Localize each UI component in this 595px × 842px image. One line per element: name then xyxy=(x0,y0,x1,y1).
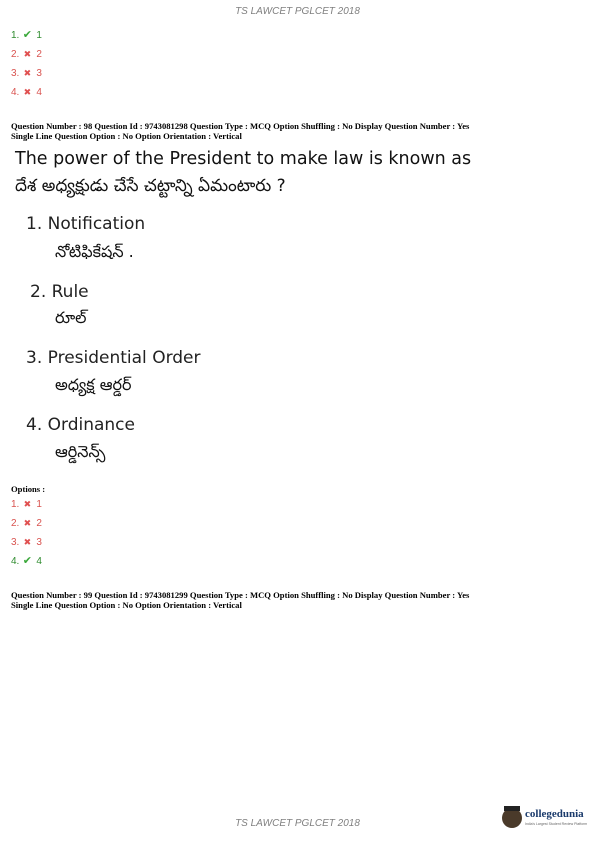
meta-line-2: Single Line Question Option : No Option Orientation : Vertical xyxy=(11,130,242,141)
option-number: 4. xyxy=(11,87,20,98)
meta-line-1: Question Number : 98 Question Id : 9743081298 Question Type : MCQ Option Shuffling : No Display Question Number : Yes xyxy=(11,121,470,131)
option-number: 2. xyxy=(11,518,20,529)
question-text-telugu: దేశ అధ్యక్షుడు చేసే చట్టాన్ని ఏమంటారు ? xyxy=(15,176,286,196)
prev-option-4 xyxy=(11,83,42,102)
option-number: 2. xyxy=(11,49,20,60)
choice-2-english: 2. Rule xyxy=(30,282,89,302)
option-number: 3. xyxy=(11,68,20,79)
choice-2-telugu: రూల్ xyxy=(55,308,87,327)
cross-icon: ✖ xyxy=(23,68,32,78)
option-value: 1 xyxy=(36,499,42,510)
question-98-meta xyxy=(11,122,571,141)
option-3 xyxy=(11,533,42,552)
option-value: 2 xyxy=(36,49,42,60)
choice-3-english: 3. Presidential Order xyxy=(26,348,201,368)
cross-icon: ✖ xyxy=(23,518,32,528)
option-4 xyxy=(11,552,42,571)
choice-3-telugu: అధ్యక్ష ఆర్డర్ xyxy=(55,375,132,394)
logo-name: collegedunia xyxy=(525,808,584,820)
logo-tagline: India's Largest Student Review Platform xyxy=(525,822,588,826)
cross-icon: ✖ xyxy=(23,49,32,59)
option-number: 4. xyxy=(11,556,20,567)
meta-line-2: Single Line Question Option : No Option Orientation : Vertical xyxy=(11,599,242,610)
option-1 xyxy=(11,495,42,514)
prev-option-3 xyxy=(11,64,42,83)
check-icon: ✔ xyxy=(22,29,32,41)
option-number: 1. xyxy=(11,30,20,41)
options-label: Options : xyxy=(11,484,46,494)
graduation-cap-icon xyxy=(504,806,520,811)
choice-1-telugu: నోటిఫికేషన్ . xyxy=(55,242,134,261)
page-footer: TS LAWCET PGLCET 2018 xyxy=(235,818,360,829)
question-99-meta xyxy=(11,591,571,610)
prev-option-1 xyxy=(11,26,42,45)
option-value: 1 xyxy=(36,30,42,41)
choice-4-telugu: ఆర్డినెన్స్ xyxy=(55,442,106,461)
choice-4-english: 4. Ordinance xyxy=(26,415,135,435)
option-number: 3. xyxy=(11,537,20,548)
option-value: 2 xyxy=(36,518,42,529)
q98-options-list xyxy=(11,495,42,571)
cross-icon: ✖ xyxy=(23,537,32,547)
option-value: 4 xyxy=(36,87,42,98)
meta-line-1: Question Number : 99 Question Id : 9743081299 Question Type : MCQ Option Shuffling : No Display Question Number : Yes xyxy=(11,590,470,600)
choice-1-english: 1. Notification xyxy=(26,214,146,234)
check-icon: ✔ xyxy=(22,555,32,567)
cross-icon: ✖ xyxy=(23,499,32,509)
option-value: 3 xyxy=(36,68,42,79)
prev-option-2 xyxy=(11,45,42,64)
collegedunia-logo xyxy=(502,806,592,830)
option-value: 4 xyxy=(36,556,42,567)
page-header: TS LAWCET PGLCET 2018 xyxy=(235,6,360,17)
option-value: 3 xyxy=(36,537,42,548)
mascot-icon xyxy=(502,808,522,828)
option-number: 1. xyxy=(11,499,20,510)
cross-icon: ✖ xyxy=(23,87,32,97)
option-2 xyxy=(11,514,42,533)
question-text-english: The power of the President to make law is known as xyxy=(15,149,472,169)
previous-options-list xyxy=(11,26,42,102)
